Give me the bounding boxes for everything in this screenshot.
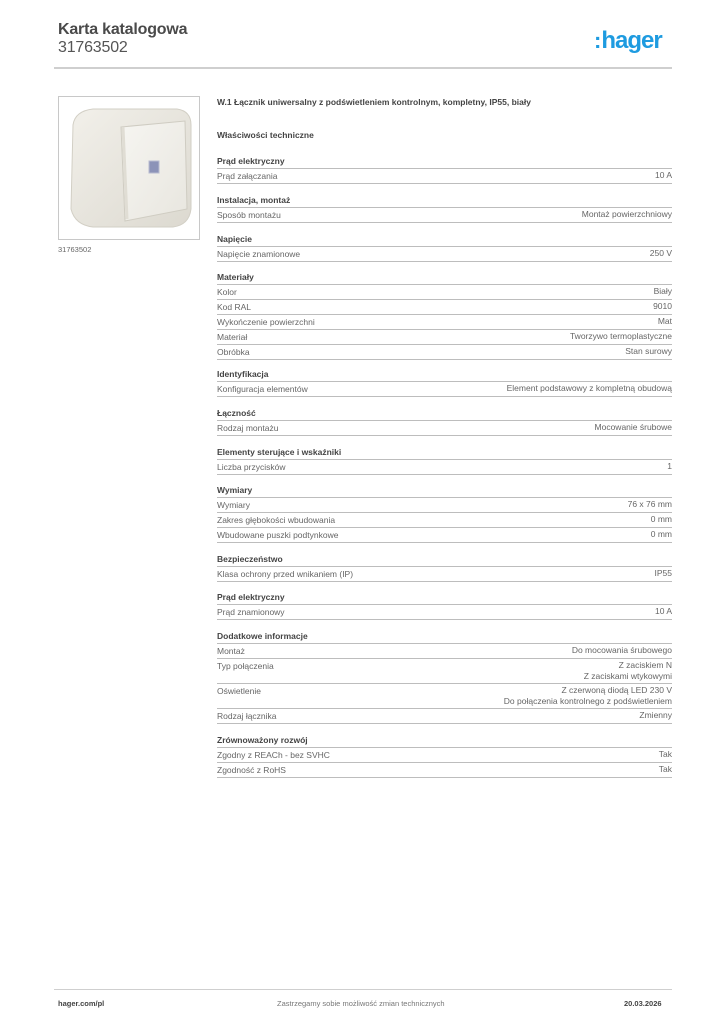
spec-value-line: Mocowanie śrubowe <box>594 422 672 432</box>
spec-group-title: Identyfikacja <box>217 368 672 382</box>
spec-value-line: Z zaciskiem N <box>618 660 672 670</box>
spec-row <box>217 567 672 582</box>
spec-label: Obróbka <box>217 347 250 357</box>
spec-value-line: Element podstawowy z kompletną obudową <box>506 383 672 393</box>
spec-group <box>217 194 672 223</box>
spec-label: Oświetlenie <box>217 686 261 696</box>
spec-group <box>217 155 672 184</box>
spec-value <box>595 422 672 434</box>
spec-value-line: 76 x 76 mm <box>627 499 672 509</box>
spec-group-title: Napięcie <box>217 233 672 247</box>
spec-value <box>584 660 672 682</box>
image-caption: 31763502 <box>58 245 92 254</box>
spec-value <box>582 209 672 221</box>
footer-disclaimer: Zastrzegamy sobie możliwość zmian technicznych <box>277 999 445 1008</box>
spec-row <box>217 169 672 184</box>
spec-group <box>217 271 672 360</box>
spec-row <box>217 345 672 360</box>
spec-label: Rodzaj montażu <box>217 423 279 433</box>
spec-row <box>217 684 672 709</box>
spec-row <box>217 748 672 763</box>
spec-label: Klasa ochrony przed wnikaniem (IP) <box>217 569 354 579</box>
spec-value <box>628 499 672 511</box>
spec-group <box>217 368 672 397</box>
spec-value-line: Mat <box>657 316 672 326</box>
spec-group-title: Bezpieczeństwo <box>217 553 672 567</box>
spec-group-title: Instalacja, montaż <box>217 194 672 208</box>
spec-value-line: IP55 <box>654 568 672 578</box>
header-title: Karta katalogowa <box>58 21 188 38</box>
spec-value <box>655 606 672 618</box>
spec-group-title: Dodatkowe informacje <box>217 630 672 644</box>
spec-label: Materiał <box>217 332 248 342</box>
footer-divider <box>54 989 672 990</box>
spec-value <box>572 645 672 657</box>
spec-value-line: 10 A <box>654 606 672 616</box>
spec-group <box>217 484 672 543</box>
spec-row <box>217 247 672 262</box>
spec-label: Zgodny z REACh - bez SVHC <box>217 750 330 760</box>
spec-group <box>217 591 672 620</box>
spec-group-title: Łączność <box>217 407 672 421</box>
spec-row <box>217 382 672 397</box>
product-title: W.1 Łącznik uniwersalny z podświetleniem kontrolnym, kompletny, IP55, biały <box>217 97 531 107</box>
spec-value <box>655 170 672 182</box>
logo-text: hager <box>601 27 662 54</box>
spec-row <box>217 285 672 300</box>
spec-label: Prąd znamionowy <box>217 607 285 617</box>
spec-group-title: Zrównoważony rozwój <box>217 734 672 748</box>
spec-label: Kod RAL <box>217 302 252 312</box>
spec-value <box>507 383 672 395</box>
spec-value <box>650 248 672 260</box>
spec-value <box>653 301 672 313</box>
spec-row <box>217 315 672 330</box>
hager-logo[interactable] <box>594 27 662 55</box>
spec-value-line: 9010 <box>653 301 672 311</box>
product-image <box>58 96 200 240</box>
footer-date: 20.03.2026 <box>624 999 662 1008</box>
spec-value-line: Z zaciskami wtykowymi <box>583 671 672 681</box>
spec-group <box>217 407 672 436</box>
header-product-code: 31763502 <box>58 39 128 56</box>
spec-label: Napięcie znamionowe <box>217 249 301 259</box>
spec-label: Wykończenie powierzchni <box>217 317 315 327</box>
spec-label: Kolor <box>217 287 237 297</box>
spec-value <box>658 316 672 328</box>
spec-group-title: Prąd elektryczny <box>217 591 672 605</box>
spec-value-line: Do połączenia kontrolnego z podświetleniem <box>503 696 672 706</box>
spec-label: Konfiguracja elementów <box>217 384 308 394</box>
spec-group <box>217 734 672 778</box>
spec-row <box>217 659 672 684</box>
spec-row <box>217 330 672 345</box>
spec-label: Montaż <box>217 646 245 656</box>
spec-row <box>217 513 672 528</box>
spec-value-line: 0 mm <box>650 529 672 539</box>
spec-value <box>651 529 672 541</box>
spec-group-title: Wymiary <box>217 484 672 498</box>
spec-value-line: Tak <box>658 749 672 759</box>
spec-label: Liczba przycisków <box>217 462 286 472</box>
spec-row <box>217 709 672 724</box>
technical-properties-heading: Właściwości techniczne <box>217 130 314 140</box>
spec-value-line: Tak <box>658 764 672 774</box>
spec-value <box>504 685 672 707</box>
spec-value-line: 10 A <box>654 170 672 180</box>
spec-row <box>217 528 672 543</box>
spec-group-title: Materiały <box>217 271 672 285</box>
spec-value <box>639 710 672 722</box>
spec-group <box>217 630 672 724</box>
spec-row <box>217 498 672 513</box>
spec-value-line: Tworzywo termoplastyczne <box>569 331 672 341</box>
spec-value <box>659 764 672 776</box>
spec-value-line: Stan surowy <box>625 346 672 356</box>
spec-row <box>217 763 672 778</box>
spec-value <box>651 514 672 526</box>
logo-colon: : <box>594 28 601 53</box>
spec-group <box>217 446 672 475</box>
spec-label: Zakres głębokości wbudowania <box>217 515 336 525</box>
spec-value <box>667 461 672 473</box>
spec-label: Wbudowane puszki podtynkowe <box>217 530 339 540</box>
spec-group <box>217 233 672 262</box>
spec-value-line: 0 mm <box>650 514 672 524</box>
spec-row <box>217 605 672 620</box>
spec-label: Sposób montażu <box>217 210 281 220</box>
spec-row <box>217 644 672 659</box>
spec-value <box>659 749 672 761</box>
spec-row <box>217 300 672 315</box>
spec-value-line: Do mocowania śrubowego <box>571 645 672 655</box>
spec-value-line: 1 <box>667 461 672 471</box>
spec-label: Wymiary <box>217 500 250 510</box>
spec-label: Typ połączenia <box>217 661 274 671</box>
spec-value <box>625 346 672 358</box>
spec-group-title: Prąd elektryczny <box>217 155 672 169</box>
spec-group <box>217 553 672 582</box>
spec-value-line: Z czerwoną diodą LED 230 V <box>561 685 672 695</box>
spec-value-line: 250 V <box>649 248 672 258</box>
spec-label: Zgodność z RoHS <box>217 765 286 775</box>
spec-value-line: Biały <box>653 286 672 296</box>
spec-value-line: Montaż powierzchniowy <box>581 209 672 219</box>
spec-row <box>217 460 672 475</box>
spec-label: Prąd załączania <box>217 171 278 181</box>
switch-product-icon <box>59 97 199 239</box>
spec-row <box>217 208 672 223</box>
spec-value <box>654 286 672 298</box>
spec-group-title: Elementy sterujące i wskaźniki <box>217 446 672 460</box>
spec-value-line: Zmienny <box>639 710 672 720</box>
footer-website-link[interactable]: hager.com/pl <box>58 999 105 1008</box>
header-divider <box>54 67 672 69</box>
spec-label: Rodzaj łącznika <box>217 711 277 721</box>
spec-value <box>570 331 672 343</box>
spec-value <box>655 568 673 580</box>
spec-row <box>217 421 672 436</box>
